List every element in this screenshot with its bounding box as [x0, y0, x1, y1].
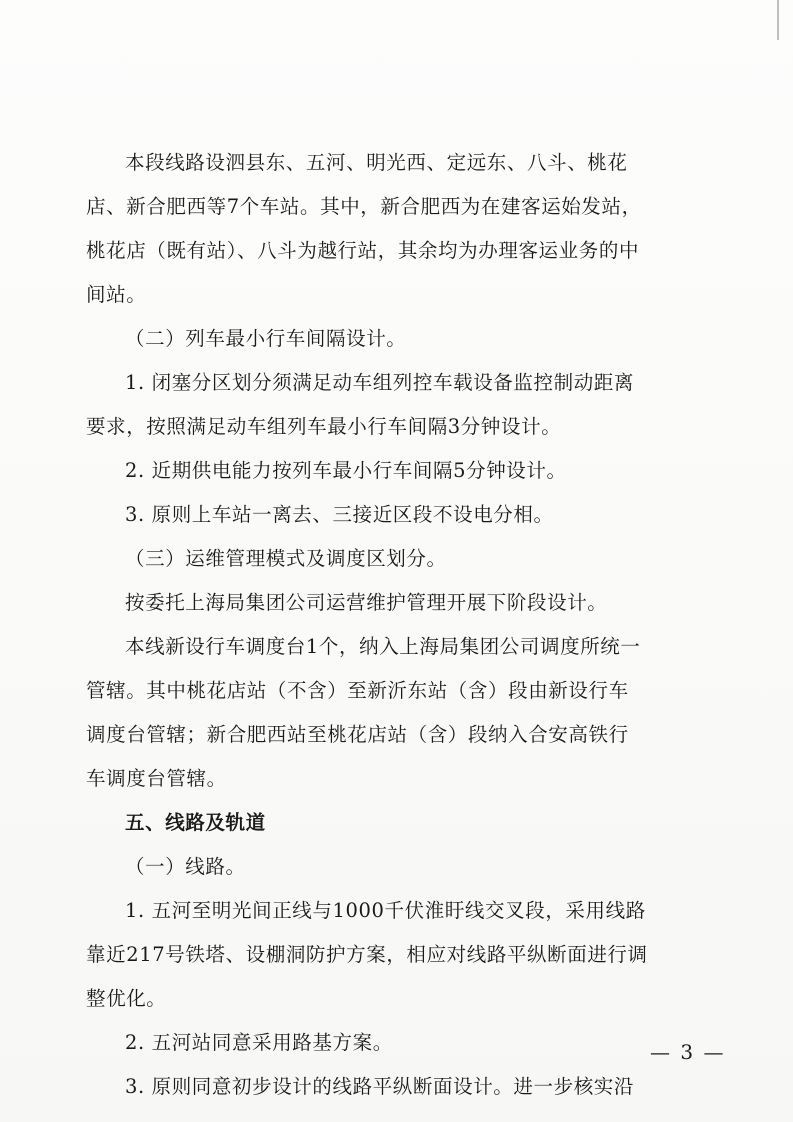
section-subheading: （三）运维管理模式及调度区划分。 [125, 547, 447, 570]
paragraph-line: 3. 原则上车站一离去、三接近区段不设电分相。 [125, 503, 554, 526]
paragraph-line: 桃花店（既有站）、八斗为越行站，其余均为办理客运业务的中 [86, 239, 640, 262]
paragraph-line: 3. 原则同意初步设计的线路平纵断面设计。进一步核实沿 [125, 1075, 635, 1098]
page-number: — 3 — [650, 1040, 726, 1064]
paragraph-line: 调度台管辖；新合肥西站至桃花店站（含）段纳入合安高铁行 [86, 723, 629, 746]
paragraph-line: 2. 近期供电能力按列车最小行车间隔5分钟设计。 [125, 459, 567, 482]
paragraph-line: 整优化。 [86, 987, 167, 1010]
section-heading: 五、线路及轨道 [125, 811, 266, 834]
section-subheading: （二）列车最小行车间隔设计。 [125, 327, 407, 350]
paragraph-line: 靠近217号铁塔、设棚洞防护方案，相应对线路平纵断面进行调 [86, 943, 648, 966]
paragraph-line: 按委托上海局集团公司运营维护管理开展下阶段设计。 [125, 591, 608, 614]
paragraph-line: 本段线路设泗县东、五河、明光西、定远东、八斗、桃花 [125, 151, 628, 174]
paragraph-line: 间站。 [86, 283, 147, 306]
paragraph-line: 管辖。其中桃花店站（不含）至新沂东站（含）段由新设行车 [86, 679, 629, 702]
paragraph-line: 店、新合肥西等7个车站。其中，新合肥西为在建客运始发站， [86, 195, 642, 218]
page-edge-mark [777, 0, 779, 40]
paragraph-line: 2. 五河站同意采用路基方案。 [125, 1031, 393, 1054]
paragraph-line: 本线新设行车调度台1个，纳入上海局集团公司调度所统一 [125, 635, 641, 658]
paragraph-line: 要求，按照满足动车组列车最小行车间隔3分钟设计。 [86, 415, 562, 438]
paragraph-line: 1. 闭塞分区划分须满足动车组列控车载设备监控制动距离 [125, 371, 635, 394]
section-subheading: （一）线路。 [125, 855, 246, 878]
paragraph-line: 1. 五河至明光间正线与1000千伏淮盱线交叉段，采用线路 [125, 899, 646, 922]
paragraph-line: 车调度台管辖。 [86, 767, 227, 790]
